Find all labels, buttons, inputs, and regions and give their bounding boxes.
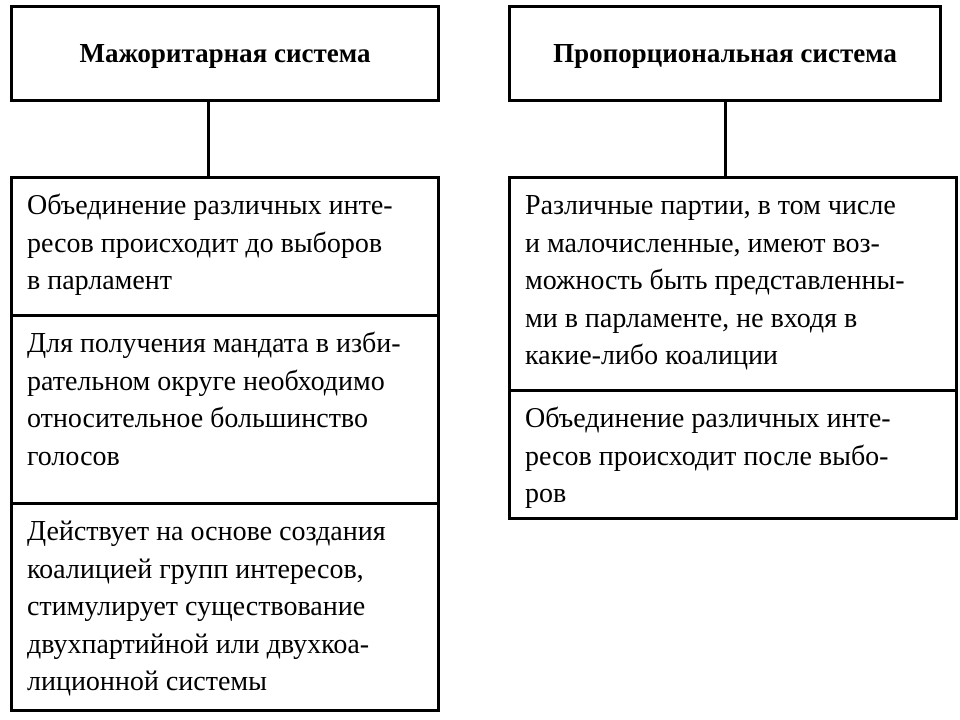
proportional-system-header (508, 5, 942, 102)
proportional-item-2: Объединение различных инте- ресов происходит после выбо- ров (511, 389, 955, 517)
majoritarian-system-title: Мажоритарная система (79, 38, 371, 68)
proportional-details-box (508, 176, 958, 520)
majoritarian-item-3: Действует на основе создания коалицией групп интересов, стимулирует существование двухпартийной или двухкоа- лиционной системы (13, 502, 437, 709)
proportional-item-1: Различные партии, в том числе и малочисленные, имеют воз- можность быть представленны- ми в парламенте, не входя в какие-либо коалиции (525, 190, 905, 371)
majoritarian-item-1: Объединение различных инте- ресов происходит до выборов в парламент (27, 190, 393, 296)
proportional-system-title: Пропорциональная система (553, 38, 897, 68)
majoritarian-system-header (10, 5, 440, 102)
majoritarian-item-2: Для получения мандата в изби- рательном округе необходимо относительное большинство голосов (13, 314, 437, 502)
left-connector-line (207, 102, 210, 178)
right-connector-line (724, 102, 727, 178)
majoritarian-details-box (10, 176, 440, 712)
